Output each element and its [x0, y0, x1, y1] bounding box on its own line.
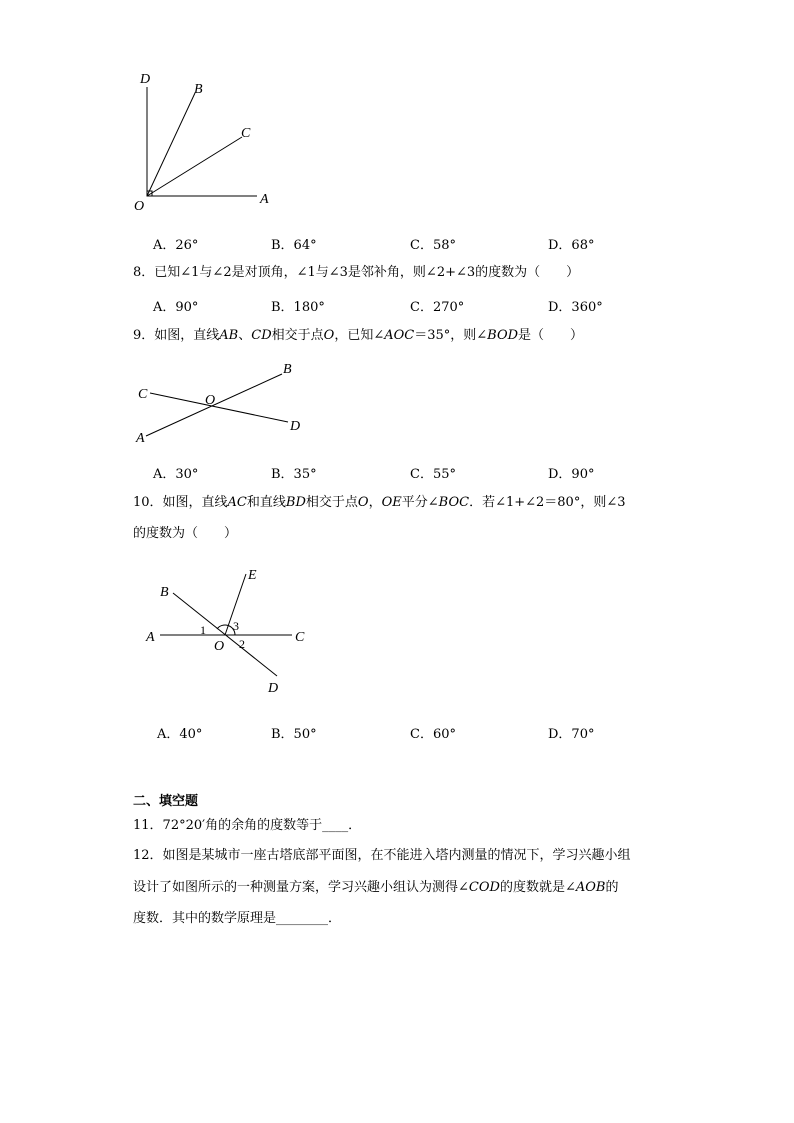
q10-option-d[interactable]: D．70°	[548, 727, 595, 742]
line-cd	[150, 393, 288, 422]
q9-option-a[interactable]: A．30°	[153, 467, 199, 482]
question-9-text: 9．如图，直线AB、CD相交于点O，已知∠AOC＝35°，则∠BOD是（ ）	[133, 328, 584, 343]
q7-option-b[interactable]: B．64°	[271, 238, 317, 253]
question-10-line-2: 的度数为（ ）	[133, 526, 238, 541]
figure-q10	[140, 565, 315, 700]
q8-option-a[interactable]: A．90°	[153, 300, 199, 315]
question-12-line-1: 12．如图是某城市一座古塔底部平面图，在不能进入塔内测量的情况下，学习兴趣小组	[133, 848, 631, 863]
q10-option-a[interactable]: A．40°	[157, 727, 203, 742]
question-12-line-3: 度数．其中的数学原理是________．	[133, 911, 342, 926]
q9-option-c[interactable]: C．55°	[410, 467, 456, 482]
label-a: A	[146, 630, 155, 645]
figure-q7	[125, 65, 285, 220]
q7-option-c[interactable]: C．58°	[410, 238, 456, 253]
section-title-fill-in: 二、填空题	[133, 794, 199, 809]
angle-1-label: 1	[200, 623, 206, 637]
label-b: B	[194, 82, 203, 97]
q8-option-b[interactable]: B．180°	[271, 300, 325, 315]
question-12-line-2: 设计了如图所示的一种测量方案，学习兴趣小组认为测得∠COD的度数就是∠AOB的	[133, 880, 619, 895]
q10-option-c[interactable]: C．60°	[410, 727, 456, 742]
q8-option-c[interactable]: C．270°	[410, 300, 465, 315]
q9-option-d[interactable]: D．90°	[548, 467, 595, 482]
figure-q9	[130, 358, 310, 448]
label-c: C	[241, 126, 251, 141]
angle-2-label: 2	[239, 637, 245, 651]
label-c: C	[138, 387, 148, 402]
label-o: O	[205, 393, 216, 408]
question-11-text: 11．72°20′角的余角的度数等于____．	[133, 818, 362, 833]
q9-option-b[interactable]: B．35°	[271, 467, 317, 482]
label-d: D	[140, 72, 151, 87]
q7-option-a[interactable]: A．26°	[153, 238, 199, 253]
label-a: A	[136, 431, 145, 446]
label-e: E	[248, 568, 257, 583]
label-b: B	[283, 362, 292, 377]
question-8-text: 8．已知∠1与∠2是对顶角，∠1与∠3是邻补角，则∠2+∠3的度数为（ ）	[133, 265, 580, 280]
label-d: D	[268, 681, 279, 696]
angle-3-label: 3	[233, 619, 239, 633]
q10-option-b[interactable]: B．50°	[271, 727, 317, 742]
label-o: O	[214, 639, 225, 654]
label-b: B	[160, 585, 169, 600]
label-d: D	[290, 419, 301, 434]
question-10-line-1: 10．如图，直线AC和直线BD相交于点O，OE平分∠BOC．若∠1+∠2＝80°，则∠3	[133, 495, 626, 510]
q7-option-d[interactable]: D．68°	[548, 238, 595, 253]
label-o: O	[134, 199, 145, 214]
label-a: A	[260, 192, 269, 207]
q8-option-d[interactable]: D．360°	[548, 300, 603, 315]
label-c: C	[295, 630, 305, 645]
